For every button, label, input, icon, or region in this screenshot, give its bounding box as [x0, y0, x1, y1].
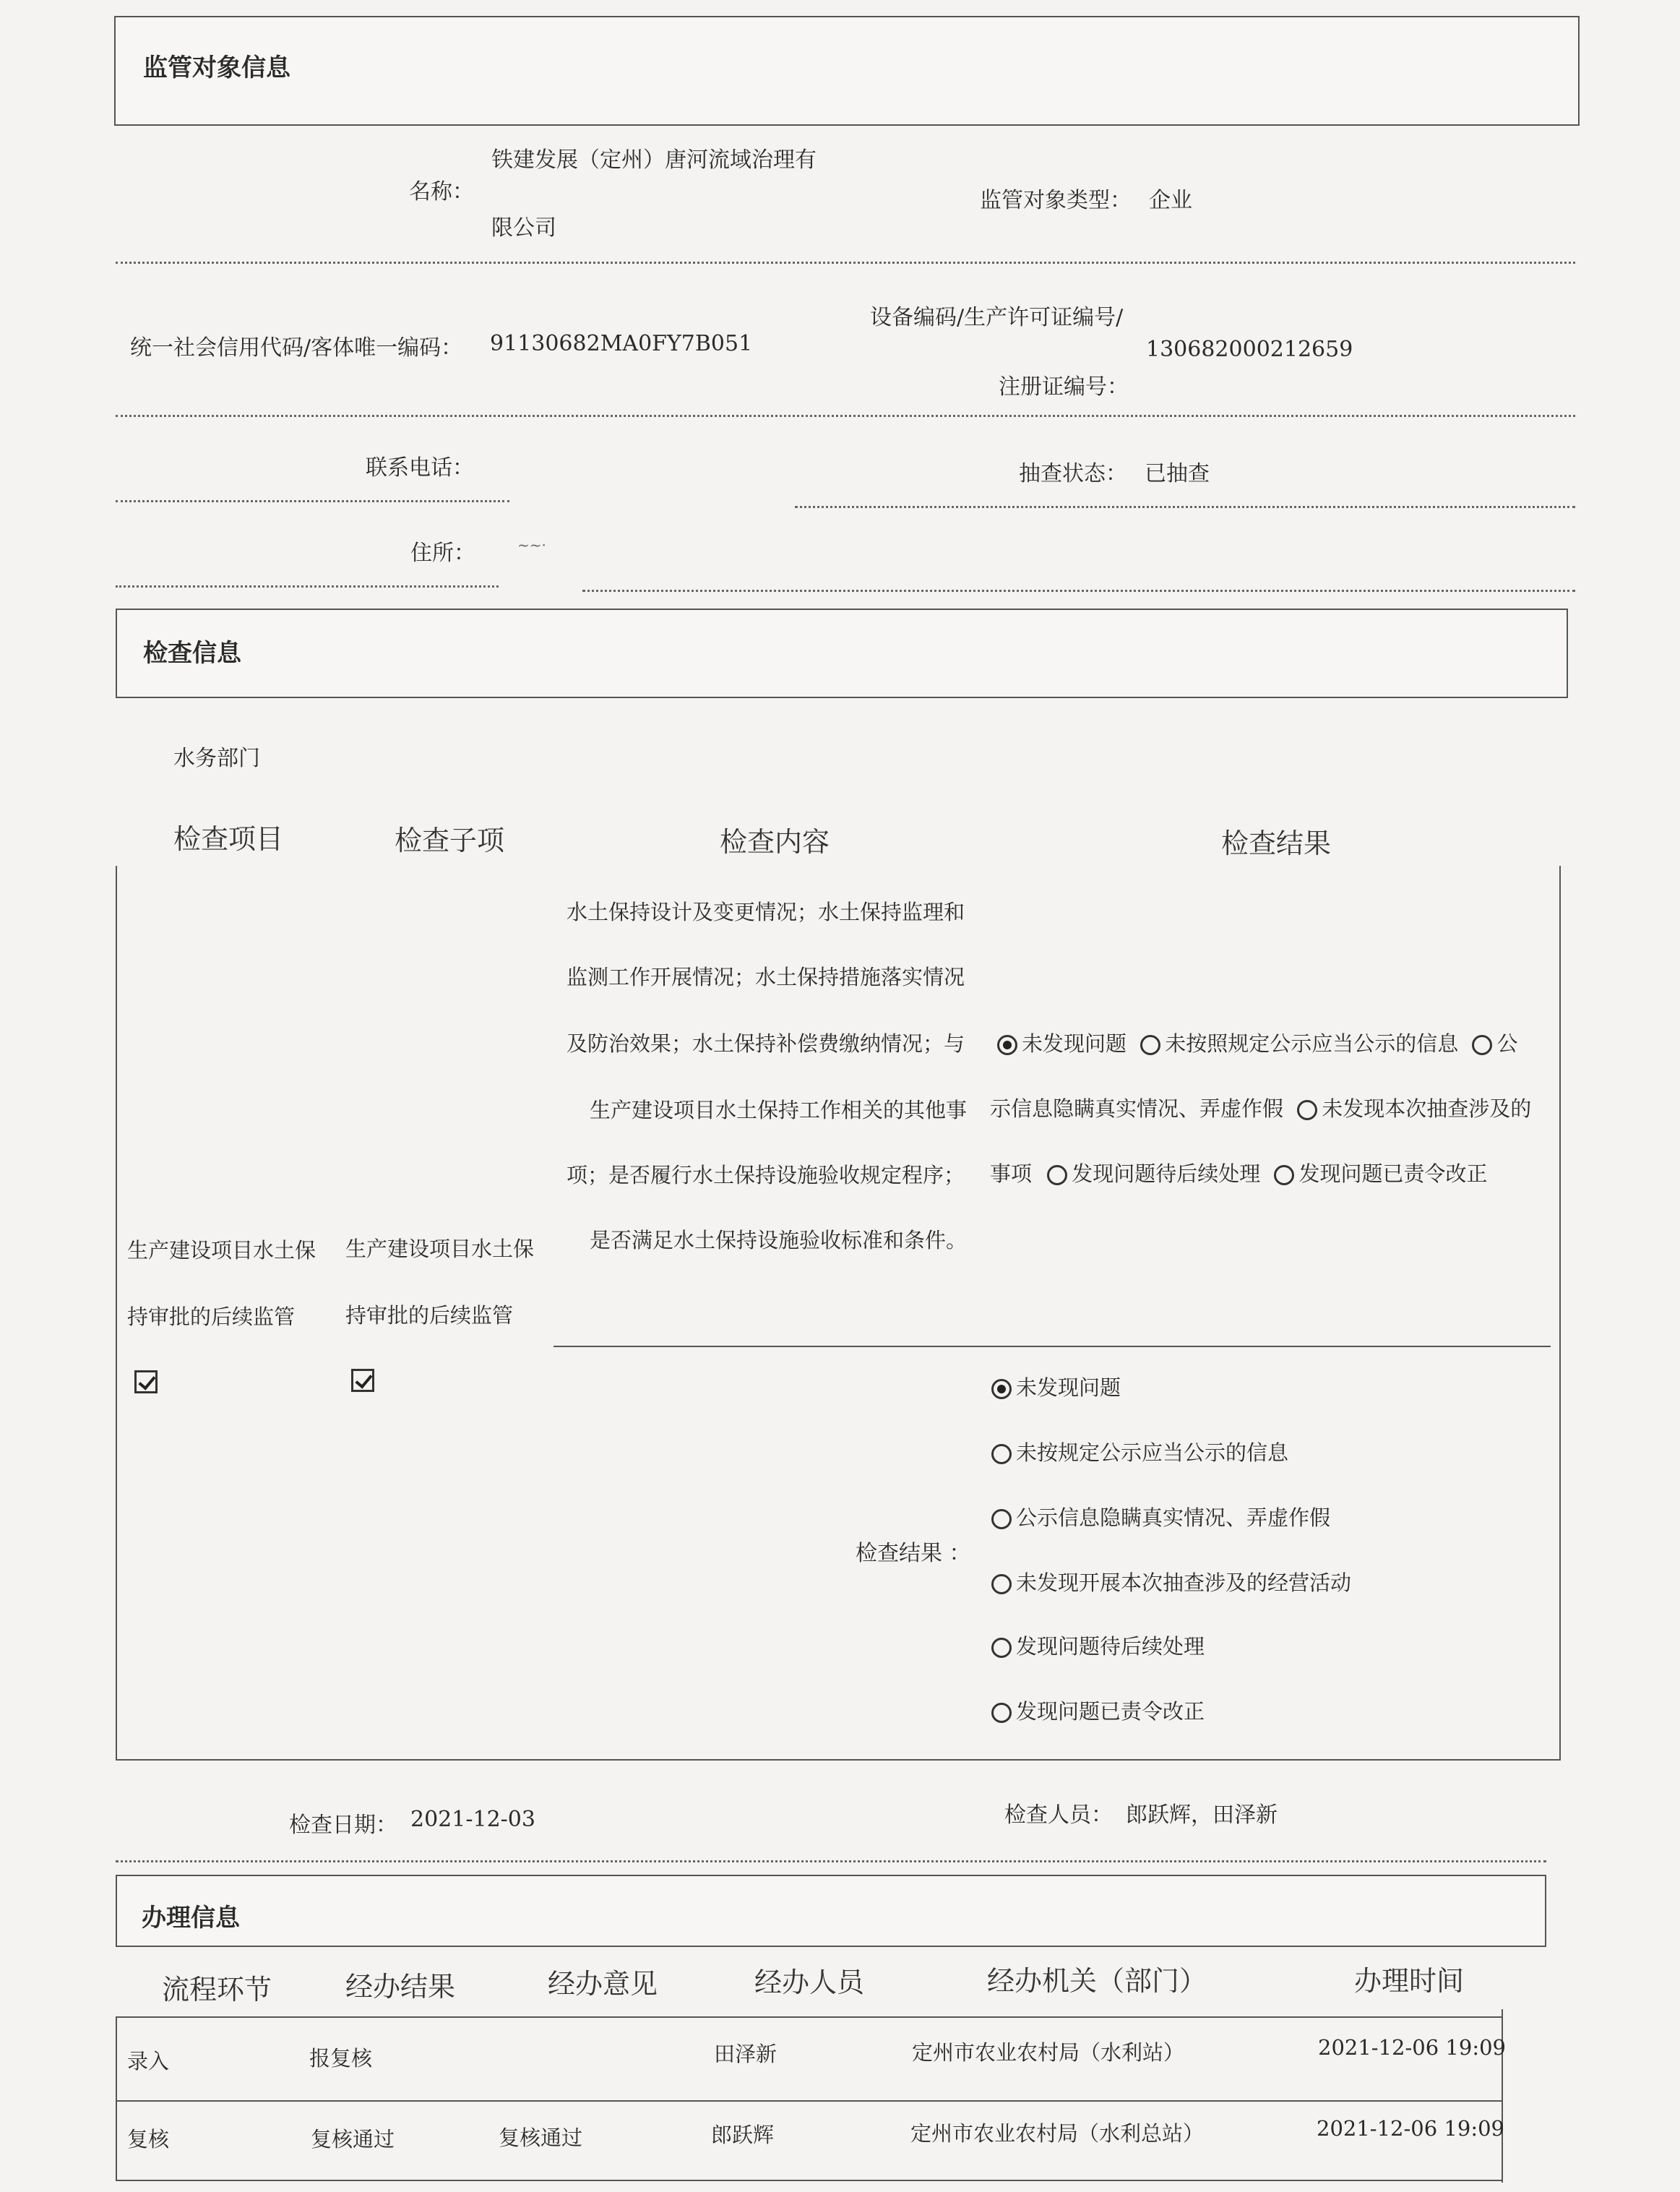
device-label-line2: 注册证编号： — [999, 374, 1129, 400]
content-line: 及防治效果；水土保持补偿费缴纳情况；与 — [567, 1031, 965, 1056]
radio-unselected[interactable] — [1140, 1035, 1160, 1055]
handling-header: 办理时间 — [1354, 1965, 1465, 1997]
option-label: 发现问题待后续处理 — [1072, 1161, 1261, 1186]
handling-cell-step: 录入 — [127, 2049, 170, 2073]
result-label: 检查结果 ： — [856, 1541, 971, 1566]
radio-selected[interactable] — [997, 1035, 1017, 1055]
name-value-line2: 限公司 — [491, 215, 556, 241]
table-border-bottom — [116, 1759, 1561, 1761]
inline-result-row-3 — [990, 1158, 1487, 1187]
handling-header: 经办人员 — [754, 1967, 865, 1998]
phone-label: 联系电话： — [366, 455, 474, 481]
divider — [116, 1860, 1546, 1862]
header-result: 检查结果 — [1221, 828, 1332, 859]
header-content: 检查内容 — [720, 826, 830, 858]
divider — [116, 585, 499, 588]
subitem-line: 生产建设项目水土保 — [345, 1237, 535, 1261]
table-inner-divider — [553, 1346, 1551, 1347]
divider — [116, 262, 1575, 264]
radio-unselected[interactable] — [1274, 1165, 1294, 1185]
checkbox-checked[interactable] — [134, 1370, 158, 1393]
handling-header: 经办意见 — [548, 1968, 658, 2000]
handling-cell-result: 报复核 — [309, 2046, 373, 2071]
inline-result-row-1 — [997, 1028, 1517, 1057]
result-option — [991, 1695, 1205, 1725]
status-value: 已抽查 — [1145, 461, 1210, 486]
handling-header: 经办结果 — [345, 1971, 456, 2003]
option-label: 事项 — [990, 1161, 1033, 1186]
option-label: 发现问题已责令改正 — [1298, 1161, 1488, 1186]
handling-table-bottom — [116, 2180, 1503, 2181]
handling-cell-result: 复核通过 — [311, 2127, 395, 2152]
subject-section-title: 监管对象信息 — [143, 53, 290, 82]
handling-header: 流程环节 — [162, 1974, 272, 2006]
result-option — [991, 1630, 1205, 1660]
divider — [116, 415, 1575, 417]
handling-header: 经办机关（部门） — [987, 1965, 1207, 1997]
option-label: 未按照规定公示应当公示的信息 — [1165, 1031, 1459, 1056]
address-value: ~~· — [517, 536, 546, 554]
radio-unselected[interactable] — [1297, 1100, 1317, 1120]
item-checkbox[interactable] — [134, 1370, 158, 1396]
item-line: 生产建设项目水土保 — [127, 1238, 316, 1263]
type-value: 企业 — [1149, 188, 1192, 213]
inspector-label: 检查人员： — [1004, 1802, 1113, 1828]
header-item: 检查项目 — [173, 823, 284, 855]
department-label: 水务部门 — [173, 746, 260, 771]
inspector-value: 郎跃辉，田泽新 — [1126, 1802, 1278, 1828]
name-value-line1: 铁建发展（定州）唐河流域治理有 — [491, 147, 817, 173]
handling-section-title: 办理信息 — [142, 1904, 240, 1933]
option-label: 示信息隐瞒真实情况、弄虚作假 — [990, 1096, 1284, 1121]
option-label: 未发现问题 — [1022, 1031, 1127, 1056]
divider — [116, 500, 509, 502]
divider — [582, 590, 1575, 592]
radio-unselected[interactable] — [991, 1638, 1012, 1658]
status-label: 抽查状态： — [1019, 461, 1127, 486]
handling-cell-time: 2021-12-06 19:09 — [1317, 2116, 1504, 2141]
table-border-left — [116, 866, 117, 1761]
address-label: 住所： — [410, 541, 475, 566]
handling-cell-opinion: 复核通过 — [499, 2126, 583, 2150]
radio-unselected[interactable] — [991, 1703, 1012, 1723]
item-line: 持审批的后续监管 — [127, 1305, 296, 1329]
credit-value: 91130682MA0FY7B051 — [490, 331, 753, 356]
device-label-line1: 设备编码/生产许可证编号/ — [870, 305, 1124, 330]
inline-result-row-2 — [990, 1093, 1531, 1122]
radio-unselected[interactable] — [991, 1444, 1012, 1464]
table-border-right — [1559, 866, 1561, 1761]
option-label: 未发现本次抽查涉及的 — [1322, 1096, 1532, 1121]
radio-unselected[interactable] — [991, 1509, 1012, 1529]
handling-section-header — [116, 1875, 1546, 1947]
credit-label: 统一社会信用代码/客体唯一编码： — [130, 335, 463, 361]
radio-unselected[interactable] — [991, 1574, 1012, 1594]
option-label: 发现问题待后续处理 — [1016, 1634, 1205, 1659]
handling-row-divider — [116, 2100, 1503, 2102]
option-label: 发现问题已责令改正 — [1016, 1699, 1205, 1724]
radio-unselected[interactable] — [1472, 1035, 1492, 1055]
content-line: 水土保持设计及变更情况；水土保持监理和 — [567, 900, 965, 924]
header-subitem: 检查子项 — [395, 825, 505, 856]
date-label: 检查日期： — [289, 1813, 397, 1838]
checkbox-checked[interactable] — [351, 1369, 374, 1392]
handling-cell-time: 2021-12-06 19:09 — [1318, 2035, 1506, 2060]
content-line: 是否满足水土保持设施验收标准和条件。 — [590, 1228, 968, 1252]
content-line: 监测工作开展情况；水土保持措施落实情况 — [567, 965, 965, 989]
handling-cell-person: 郎跃辉 — [711, 2123, 775, 2147]
name-label: 名称： — [409, 179, 474, 205]
option-label: 未发现问题 — [1016, 1375, 1121, 1400]
divider — [795, 506, 1575, 508]
subitem-checkbox[interactable] — [351, 1369, 374, 1395]
handling-cell-step: 复核 — [127, 2127, 170, 2152]
type-label: 监管对象类型： — [980, 188, 1132, 213]
handling-cell-org: 定州市农业农村局（水利站） — [912, 2040, 1185, 2065]
radio-selected[interactable] — [991, 1379, 1012, 1399]
inspection-section-title: 检查信息 — [143, 639, 241, 668]
handling-table-top — [116, 2016, 1503, 2018]
content-line: 生产建设项目水土保持工作相关的其他事 — [590, 1098, 968, 1122]
handling-table-left — [116, 2016, 117, 2181]
device-value: 130682000212659 — [1146, 337, 1353, 362]
radio-unselected[interactable] — [1047, 1165, 1067, 1185]
option-label: 未按规定公示应当公示的信息 — [1016, 1440, 1289, 1465]
result-option — [991, 1437, 1288, 1466]
result-option — [991, 1567, 1351, 1596]
inspection-section-header — [116, 609, 1568, 698]
subject-section-header — [114, 16, 1580, 126]
result-option — [991, 1502, 1330, 1531]
content-line: 项；是否履行水土保持设施验收规定程序； — [567, 1163, 965, 1187]
option-label: 公 — [1496, 1031, 1518, 1056]
result-option — [991, 1372, 1121, 1401]
option-label: 未发现开展本次抽查涉及的经营活动 — [1016, 1570, 1352, 1595]
date-value: 2021-12-03 — [410, 1807, 535, 1832]
option-label: 公示信息隐瞒真实情况、弄虚作假 — [1016, 1505, 1331, 1530]
subitem-line: 持审批的后续监管 — [345, 1303, 514, 1328]
handling-cell-person: 田泽新 — [714, 2042, 777, 2066]
handling-cell-org: 定州市农业农村局（水利总站） — [910, 2121, 1205, 2146]
